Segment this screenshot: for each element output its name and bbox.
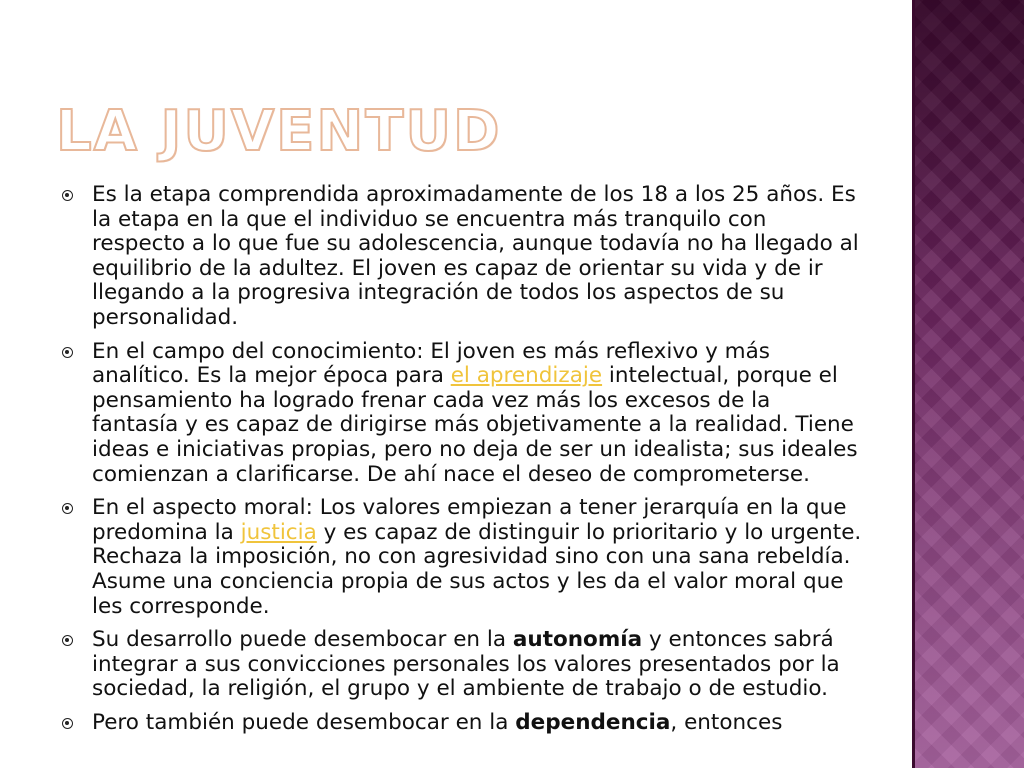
bullet-text-start: En el aspecto moral: Los valores empiezan a tener jerarquía en la que predomina la (92, 495, 847, 545)
bullet-text-start: En el campo del conocimiento: El joven es más reflexivo y más analítico. Es la mejor época para (92, 338, 770, 389)
bullet-item (62, 340, 862, 488)
bullet-icon (62, 347, 73, 358)
bullet-text-end: y es capaz de distinguir lo prioritario y lo urgente. Rechaza la imposición, no con agresividad sino con una sana rebeldía. Asume una conciencia propia de sus actos y les da el valor moral que les corresponde. (92, 519, 862, 619)
bullet-item (62, 183, 862, 331)
bullet-text-end: y entonces sabrá integrar a sus convicciones personales los valores presentados por la sociedad, la religión, el grupo y el ambiente de trabajo o de estudio. (92, 627, 840, 702)
bullet-icon (62, 503, 73, 514)
bold-term-autonomia: autonomía (512, 627, 643, 653)
bullet-text-start: Su desarrollo puede desembocar en la (92, 627, 513, 653)
decorative-side-band (912, 0, 1024, 768)
link-justicia[interactable]: justicia (240, 519, 317, 545)
bullet-text-end: intelectual, porque el pensamiento ha logrado frenar cada vez más los excesos de la fantasía y es capaz de dirigirse más objetivamente a la realidad. Tiene ideas e iniciativas propias, pero no deja de ser un idealista; sus ideales comienzan a clarificarse. De ahí nace el deseo de comprometerse. (92, 363, 858, 487)
bullet-icon (62, 190, 73, 201)
bullet-item (62, 496, 862, 619)
bullet-list (62, 183, 862, 744)
link-aprendizaje[interactable]: el aprendizaje (450, 363, 603, 389)
bold-term-dependencia: dependencia (515, 709, 671, 735)
bullet-icon (62, 635, 73, 646)
bullet-text: Es la etapa comprendida aproximadamente de los 18 a los 25 años. Es la etapa en la que el individuo se encuentra más tranquilo con respecto a lo que fue su adolescencia, aunque todavía no ha llegado al equilibrio de la adultez. El joven es capaz de orientar su vida y de ir llegando a la progresiva integración de todos los aspectos de su personalidad. (92, 182, 859, 330)
bullet-icon (62, 718, 73, 729)
slide-title: LA JUVENTUD (56, 99, 502, 164)
bullet-item (62, 711, 862, 736)
bullet-text-start: Pero también puede desembocar en la (92, 709, 516, 735)
bullet-text-end: , entonces (670, 709, 783, 735)
bullet-item (62, 628, 862, 702)
